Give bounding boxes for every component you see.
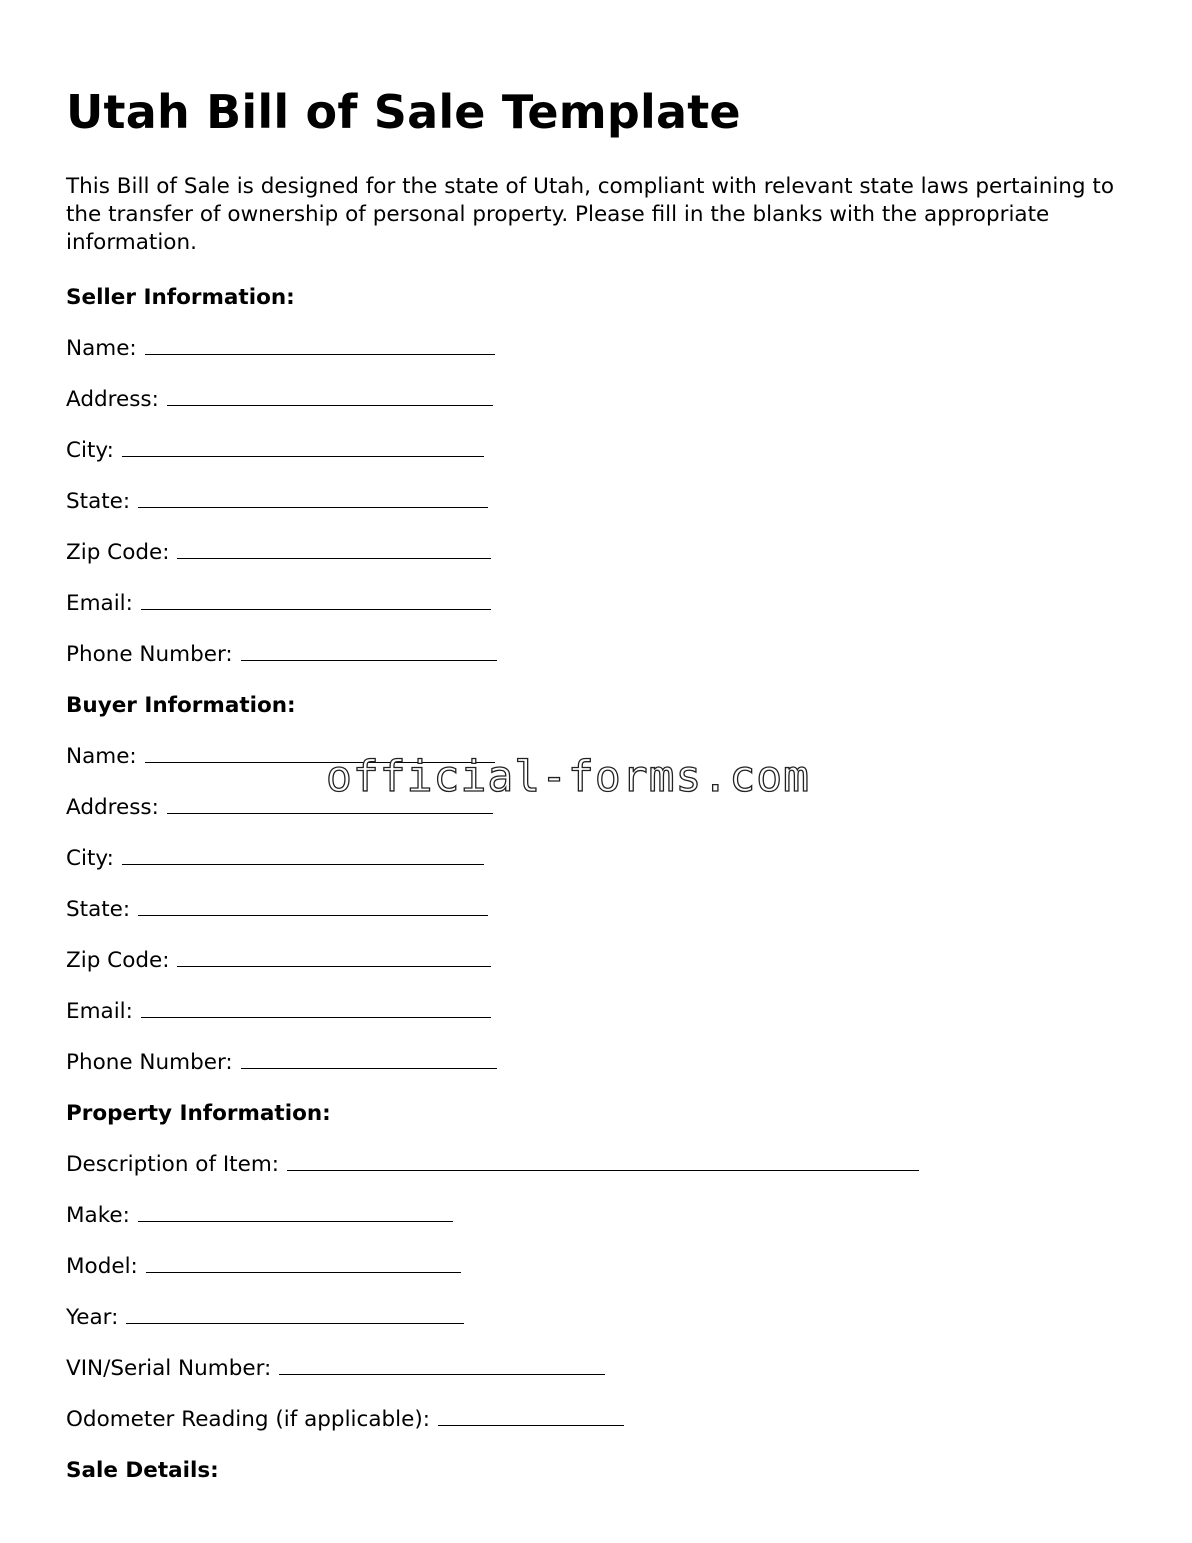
property-make-field bbox=[66, 1202, 1126, 1253]
property-odometer-field bbox=[66, 1406, 1126, 1457]
buyer-email-blank[interactable] bbox=[141, 999, 491, 1018]
seller-email-blank[interactable] bbox=[141, 591, 491, 610]
property-vin-field bbox=[66, 1355, 1126, 1406]
property-year-blank[interactable] bbox=[126, 1305, 464, 1324]
field-label: Address: bbox=[66, 387, 159, 412]
document-title: Utah Bill of Sale Template bbox=[66, 85, 741, 139]
seller-address-field bbox=[66, 386, 1126, 437]
seller-email-field bbox=[66, 590, 1126, 641]
field-label: City: bbox=[66, 438, 114, 463]
sale-section-heading: Sale Details: bbox=[66, 1458, 219, 1483]
field-label: Make: bbox=[66, 1203, 130, 1228]
field-label: Email: bbox=[66, 591, 133, 616]
field-label: State: bbox=[66, 897, 131, 922]
property-model-field bbox=[66, 1253, 1126, 1304]
property-make-blank[interactable] bbox=[138, 1203, 453, 1222]
buyer-city-field bbox=[66, 845, 1126, 896]
property-vin-blank[interactable] bbox=[279, 1356, 605, 1375]
seller-state-field bbox=[66, 488, 1126, 539]
seller-state-blank[interactable] bbox=[138, 489, 488, 508]
field-label: Description of Item: bbox=[66, 1152, 280, 1177]
property-description-blank[interactable] bbox=[287, 1152, 919, 1171]
watermark-text: official-forms.com bbox=[326, 752, 810, 802]
property-odometer-blank[interactable] bbox=[438, 1407, 624, 1426]
buyer-zip-field bbox=[66, 947, 1126, 998]
field-label: VIN/Serial Number: bbox=[66, 1356, 272, 1381]
field-label: Phone Number: bbox=[66, 1050, 233, 1075]
field-label: Zip Code: bbox=[66, 948, 170, 973]
seller-name-field bbox=[66, 335, 1126, 386]
seller-section-heading: Seller Information: bbox=[66, 285, 295, 310]
property-year-field bbox=[66, 1304, 1126, 1355]
buyer-section-heading: Buyer Information: bbox=[66, 693, 296, 718]
property-model-blank[interactable] bbox=[146, 1254, 461, 1273]
intro-paragraph: This Bill of Sale is designed for the state of Utah, compliant with relevant state laws pertaining to the transfer of ownership of personal property. Please fill in the blanks with the appropriate information. bbox=[66, 174, 1114, 255]
field-label: Model: bbox=[66, 1254, 138, 1279]
field-label: City: bbox=[66, 846, 114, 871]
seller-zip-field bbox=[66, 539, 1126, 590]
field-label: Year: bbox=[66, 1305, 119, 1330]
buyer-city-blank[interactable] bbox=[122, 846, 484, 865]
field-label: Email: bbox=[66, 999, 133, 1024]
buyer-state-blank[interactable] bbox=[138, 897, 488, 916]
buyer-phone-field bbox=[66, 1049, 1126, 1100]
seller-zip-blank[interactable] bbox=[177, 540, 491, 559]
field-label: Name: bbox=[66, 744, 137, 769]
field-label: Phone Number: bbox=[66, 642, 233, 667]
field-label: Odometer Reading (if applicable): bbox=[66, 1407, 430, 1432]
field-label: Zip Code: bbox=[66, 540, 170, 565]
field-label: State: bbox=[66, 489, 131, 514]
buyer-email-field bbox=[66, 998, 1126, 1049]
seller-phone-blank[interactable] bbox=[241, 642, 497, 661]
property-section-heading: Property Information: bbox=[66, 1101, 331, 1126]
property-description-field bbox=[66, 1151, 1126, 1202]
buyer-phone-blank[interactable] bbox=[241, 1050, 497, 1069]
field-label: Name: bbox=[66, 336, 137, 361]
field-label: Address: bbox=[66, 795, 159, 820]
seller-name-blank[interactable] bbox=[145, 336, 495, 355]
buyer-zip-blank[interactable] bbox=[177, 948, 491, 967]
seller-city-field bbox=[66, 437, 1126, 488]
seller-address-blank[interactable] bbox=[167, 387, 493, 406]
seller-phone-field bbox=[66, 641, 1126, 692]
seller-city-blank[interactable] bbox=[122, 438, 484, 457]
buyer-state-field bbox=[66, 896, 1126, 947]
